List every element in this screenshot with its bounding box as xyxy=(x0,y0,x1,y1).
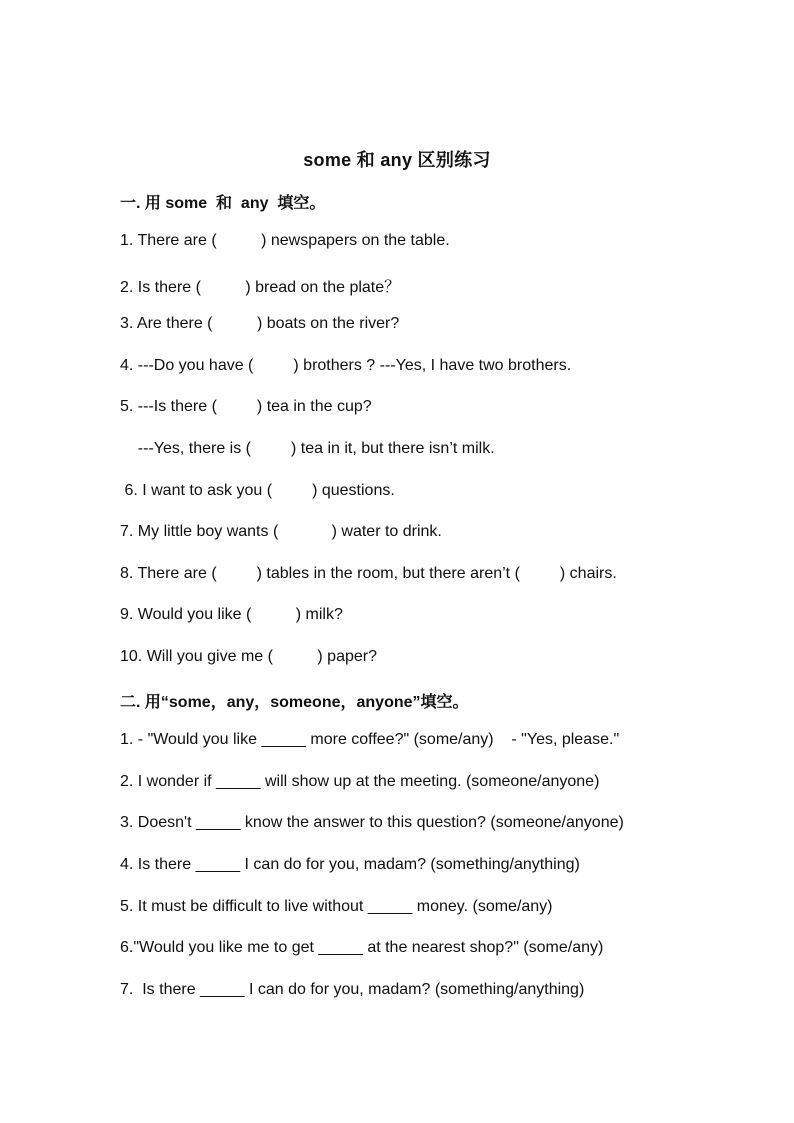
page-title: some 和 any 区别练习 xyxy=(303,150,491,170)
exercise-1-item-9: 9. Would you like ( ) milk? xyxy=(120,606,343,623)
section-1-heading: 一. 用 some 和 any 填空。 xyxy=(120,195,326,212)
exercise-1-item-6: 6. I want to ask you ( ) questions. xyxy=(120,482,395,499)
exercise-1-item-5: 5. ---Is there ( ) tea in the cup? xyxy=(120,398,372,415)
exercise-2-item-5: 5. It must be difficult to live without _____ money. (some/any) xyxy=(120,898,553,915)
exercise-2-item-4: 4. Is there _____ I can do for you, madam? (something/anything) xyxy=(120,856,580,873)
exercise-1-item-10: 10. Will you give me ( ) paper? xyxy=(120,648,377,665)
section-2-heading: 二. 用“some，any，someone，anyone”填空。 xyxy=(120,694,469,711)
exercise-2-item-3: 3. Doesn't _____ know the answer to this question? (someone/anyone) xyxy=(120,814,624,831)
exercise-1-item-8: 8. There are ( ) tables in the room, but there aren’t ( ) chairs. xyxy=(120,565,617,582)
exercise-1-item-5-reply: ---Yes, there is ( ) tea in it, but there isn’t milk. xyxy=(120,440,495,457)
exercise-2-item-6: 6."Would you like me to get _____ at the nearest shop?" (some/any) xyxy=(120,939,604,956)
exercise-1-item-1: 1. There are ( ) newspapers on the table. xyxy=(120,232,450,249)
exercise-2-item-1: 1. - "Would you like _____ more coffee?" (some/any) - "Yes, please." xyxy=(120,731,620,748)
exercise-2-item-7: 7. Is there _____ I can do for you, madam? (something/anything) xyxy=(120,981,585,998)
exercise-2-item-2: 2. I wonder if _____ will show up at the meeting. (someone/anyone) xyxy=(120,773,600,790)
exercise-1-item-2: 2. Is there ( ) bread on the plate？ xyxy=(120,279,401,296)
exercise-1-item-4: 4. ---Do you have ( ) brothers ? ---Yes, I have two brothers. xyxy=(120,357,572,374)
exercise-1-item-3: 3. Are there ( ) boats on the river? xyxy=(120,315,400,332)
exercise-1-item-7: 7. My little boy wants ( ) water to drink. xyxy=(120,523,442,540)
